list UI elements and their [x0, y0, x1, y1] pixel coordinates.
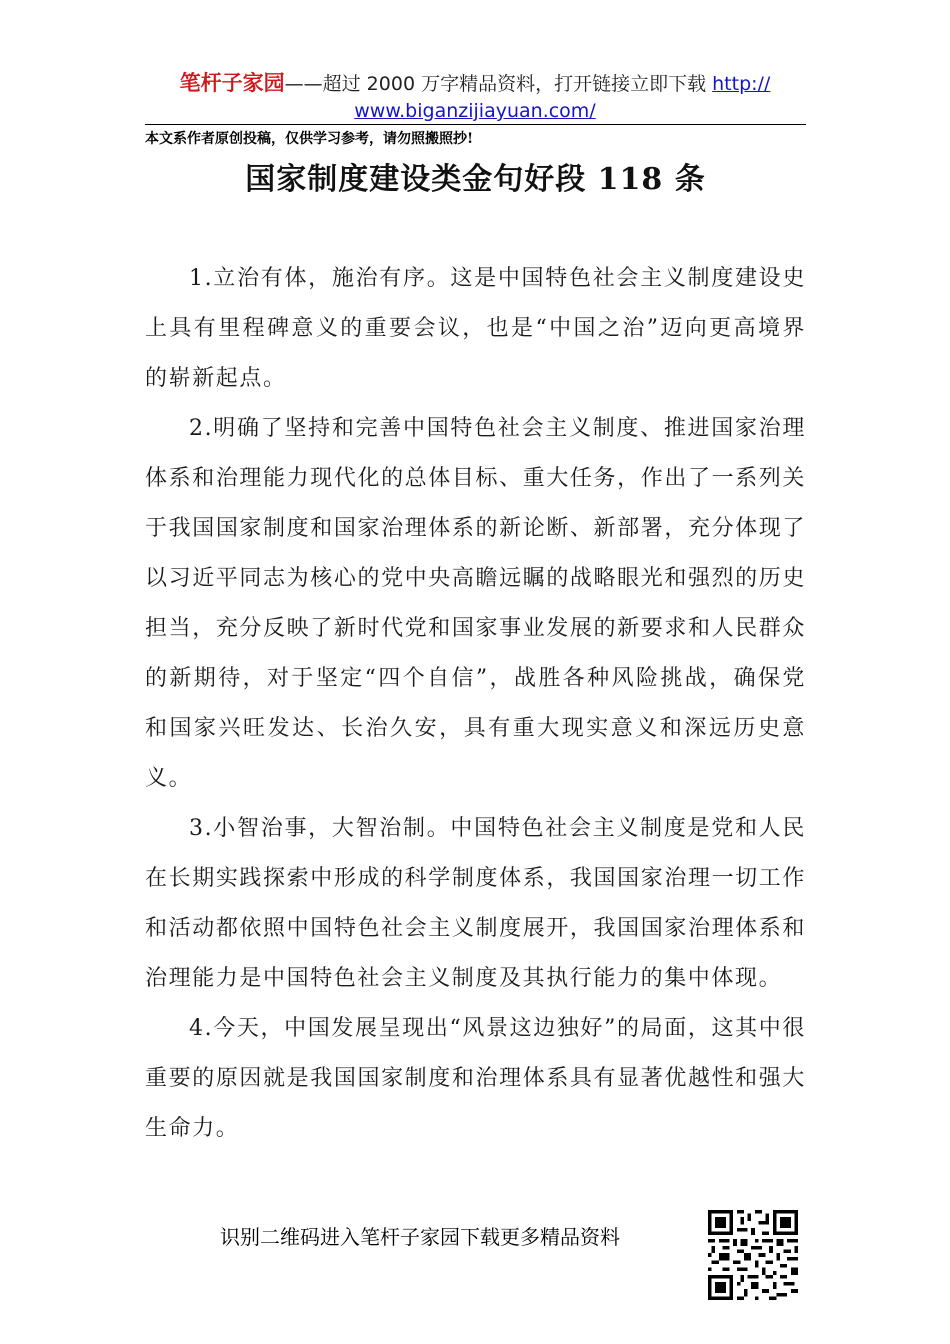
document-body [145, 254, 806, 1154]
brand-name: 笔杆子家园 [179, 71, 285, 95]
paragraph-1: 1.立治有体，施治有序。这是中国特色社会主义制度建设史上具有里程碑意义的重要会议，也是“中国之治”迈向更高境界的崭新起点。 [145, 266, 806, 391]
footer-caption: 识别二维码进入笔杆子家园下载更多精品资料 [220, 1225, 620, 1249]
site-link-part2[interactable]: www.biganzijiayuan.com/ [354, 100, 596, 122]
paragraph-2: 2.明确了坚持和完善中国特色社会主义制度、推进国家治理体系和治理能力现代化的总体目标、重大任务，作出了一系列关于我国国家制度和国家治理体系的新论断、新部署，充分体现了以习近平同志为核心的党中央高瞻远瞩的战略眼光和强烈的历史担当，充分反映了新时代党和国家事业发展的新要求和人民群众的新期待，对于坚定“四个自信”，战胜各种风险挑战，确保党和国家兴旺发达、长治久安，具有重大现实意义和深远历史意义。 [145, 416, 806, 791]
header-tagline: ——超过 2000 万字精品资料，打开链接立即下载 [284, 73, 713, 95]
header-divider [145, 124, 806, 125]
qr-code-icon[interactable] [708, 1210, 798, 1300]
copyright-notice: 本文系作者原创投稿，仅供学习参考，请勿照搬照抄! [145, 131, 474, 147]
document-title: 国家制度建设类金句好段 118 条 [245, 162, 706, 197]
page-header [145, 70, 805, 125]
paragraph-3: 3.小智治事，大智治制。中国特色社会主义制度是党和人民在长期实践探索中形成的科学制度体系，我国国家治理一切工作和活动都依照中国特色社会主义制度展开，我国国家治理体系和治理能力是中国特色社会主义制度及其执行能力的集中体现。 [145, 816, 806, 991]
site-link-part1[interactable]: http:// [712, 73, 771, 95]
paragraph-4: 4.今天，中国发展呈现出“风景这边独好”的局面，这其中很重要的原因就是我国国家制度和治理体系具有显著优越性和强大生命力。 [145, 1016, 806, 1141]
